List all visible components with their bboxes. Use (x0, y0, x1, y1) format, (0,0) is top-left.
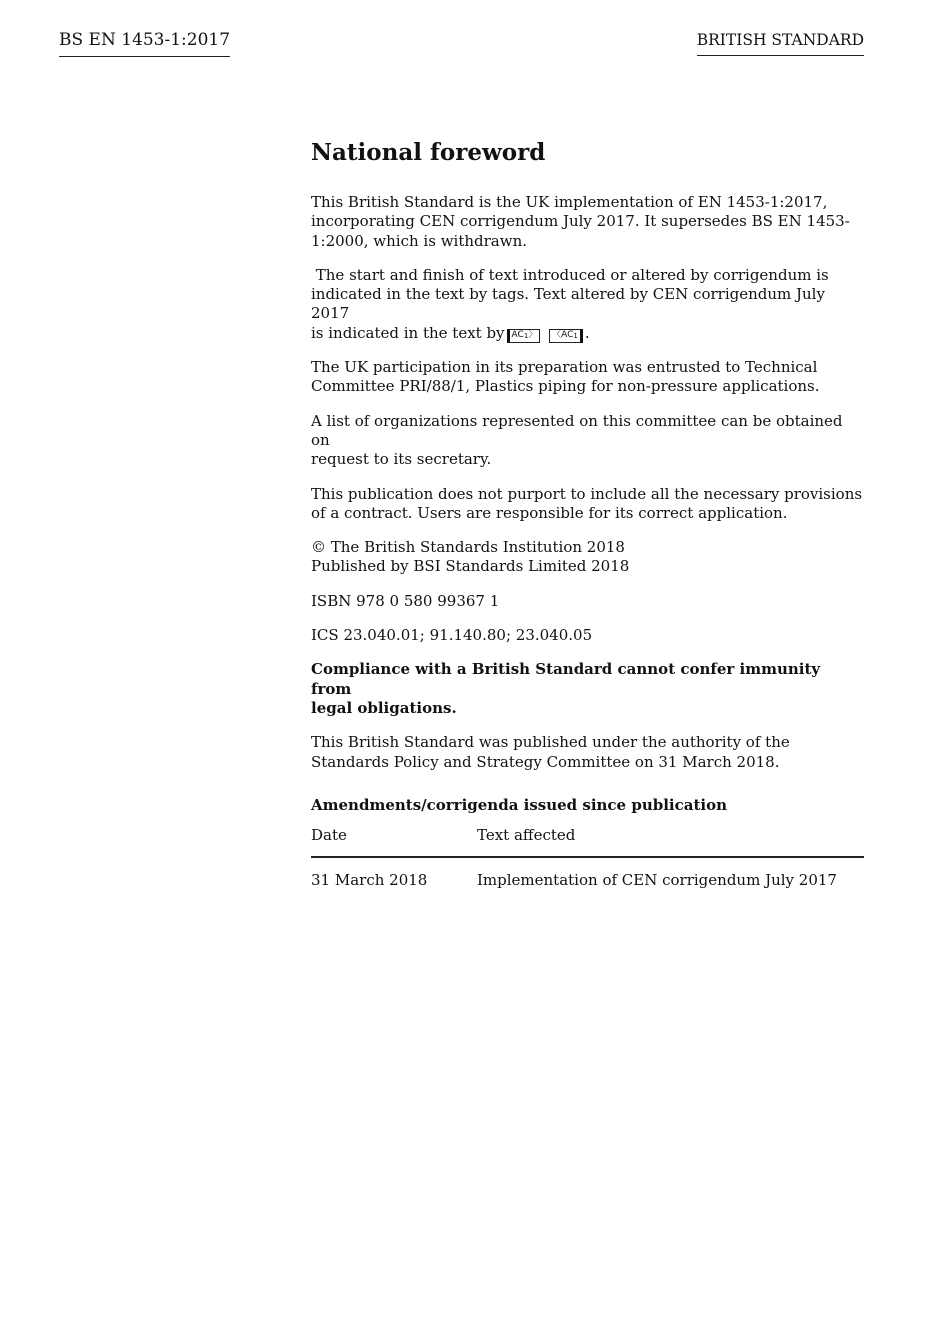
table-row (311, 857, 864, 890)
text-line: of a contract. Users are responsible for its correct application. (311, 503, 788, 522)
text-line: legal obligations. (311, 698, 457, 717)
tag-label: AC (511, 329, 524, 340)
paragraph-copyright (311, 538, 864, 577)
paragraph-committee (311, 358, 864, 397)
paragraph-authority (311, 733, 864, 772)
running-head-series: BRITISH STANDARD (697, 31, 864, 56)
amendment-text-affected: Implementation of CEN corrigendum July 2017 (477, 870, 837, 889)
text-line: Published by BSI Standards Limited 2018 (311, 557, 630, 576)
paragraph-compliance (311, 660, 864, 718)
ics-codes: ICS 23.040.01; 91.140.80; 23.040.05 (311, 626, 593, 645)
paragraph-implementation (311, 193, 864, 251)
column-header-text-affected: Text affected (477, 824, 864, 857)
text-line-prefix: is indicated in the text by (311, 323, 505, 342)
text-line: incorporating CEN corrigendum July 2017. It supersedes BS EN 1453- (311, 212, 850, 231)
text-line: Standards Policy and Strategy Committee on 31 March 2018. (311, 752, 780, 771)
page-title: National foreword (311, 139, 546, 166)
column-header-date: Date (311, 824, 477, 857)
text-line: A list of organizations represented on this committee can be obtained on (311, 411, 843, 449)
amendments-title: Amendments/corrigenda issued since publication (311, 795, 727, 814)
text-line: The UK participation in its preparation was entrusted to Technical (311, 358, 818, 377)
amendments-table (311, 824, 864, 890)
amendment-date: 31 March 2018 (311, 870, 428, 889)
paragraph-organizations (311, 412, 864, 470)
tag-sub: 1 (573, 331, 578, 340)
text-line: 1:2000, which is withdrawn. (311, 231, 528, 250)
table-header-row (311, 824, 864, 857)
text-line: This British Standard was published under the authority of the (311, 733, 790, 752)
tag-label: AC (561, 329, 574, 340)
text-line (311, 324, 864, 343)
text-line: The start and finish of text introduced or altered by corrigendum is (311, 265, 829, 284)
text-line: Committee PRI/88/1, Plastics piping for non-pressure applications. (311, 377, 820, 396)
text-line: © The British Standards Institution 2018 (311, 538, 625, 557)
text-line-suffix: . (584, 323, 590, 342)
text-line: Compliance with a British Standard cannot confer immunity from (311, 660, 821, 698)
paragraph-provisions (311, 485, 864, 524)
foreword-content (311, 138, 864, 890)
tag-sub: 1 (523, 331, 529, 340)
isbn: ISBN 978 0 580 99367 1 (311, 591, 500, 610)
corrigendum-end-tag-icon: 〈$AC_1$ (549, 329, 583, 343)
text-line: This publication does not purport to include all the necessary provisions (311, 484, 863, 503)
running-head-doc-id: BS EN 1453-1:2017 (59, 30, 230, 57)
text-line: request to its secretary. (311, 450, 492, 469)
corrigendum-start-tag-icon: $AC_1$〉 (507, 329, 541, 343)
text-line: This British Standard is the UK implementation of EN 1453-1:2017, (311, 193, 828, 211)
paragraph-corrigendum-tags (311, 266, 864, 343)
text-line: indicated in the text by tags. Text altered by CEN corrigendum July 2017 (311, 285, 825, 323)
